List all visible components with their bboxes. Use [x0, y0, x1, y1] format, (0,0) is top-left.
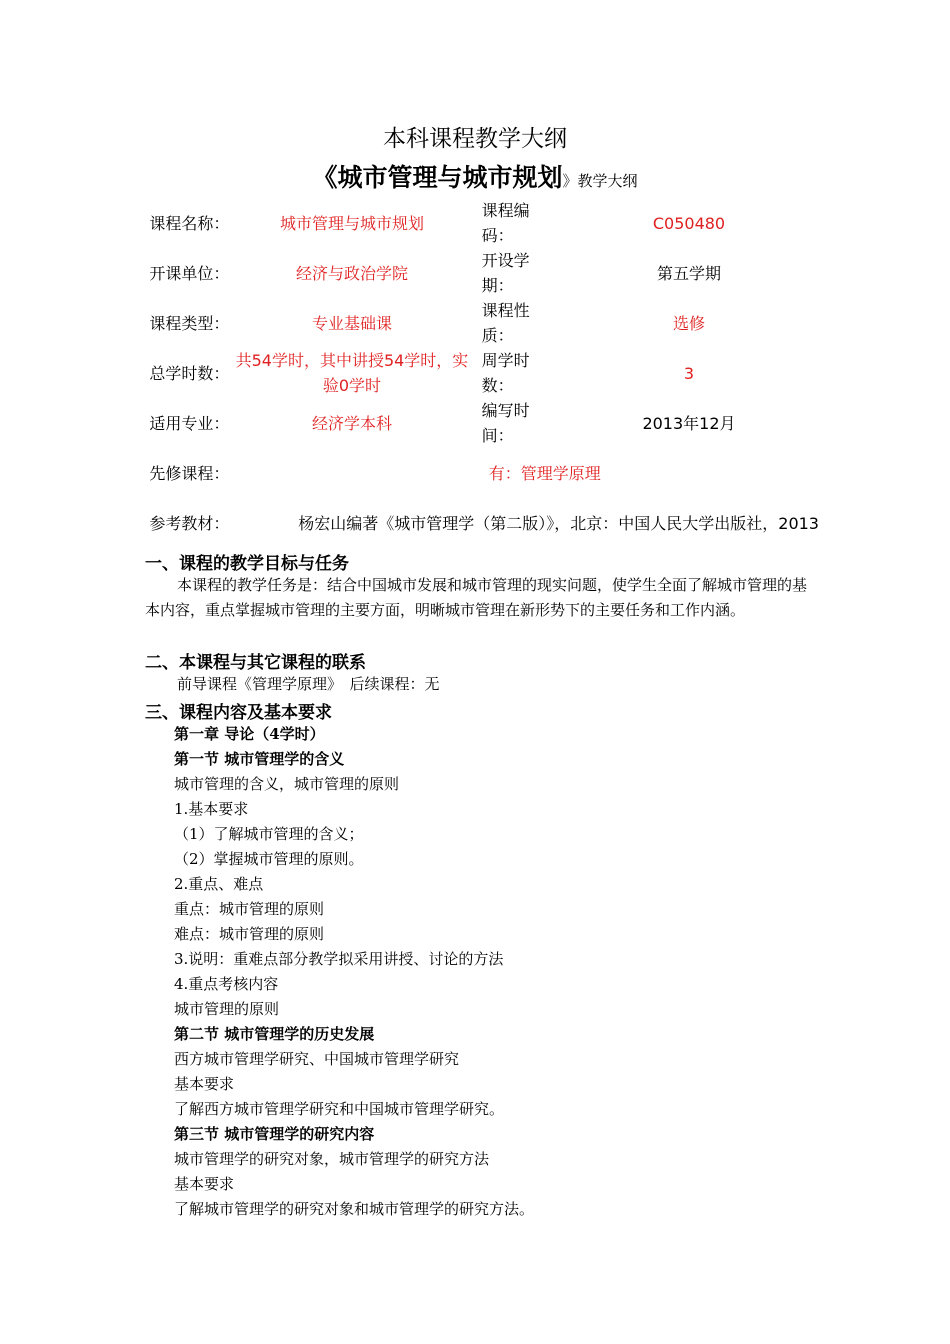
prereq-value: 有：管理学原理 — [488, 463, 601, 483]
content-line: 1.基本要求 — [174, 800, 249, 818]
content-line: 城市管理的含义，城市管理的原则 — [174, 775, 400, 793]
type-label: 课程类型： — [149, 313, 230, 333]
course-name-label: 课程名称： — [149, 213, 230, 233]
content-line: 难点：城市管理的原则 — [174, 925, 325, 943]
content-line: 3.说明：重难点部分教学拟采用讲授、讨论的方法 — [174, 950, 504, 968]
section-1-text: 本课程的教学任务是：结合中国城市发展和城市管理的现实问题，使学生全面了解城市管理的基本内容，重点掌握城市管理的主要方面，明晰城市管理在新形势下的主要任务和工作内涵。 — [145, 576, 808, 619]
dept-label: 开课单位： — [149, 263, 230, 283]
type-value: 专业基础课 — [311, 313, 392, 333]
content-line: 2.重点、难点 — [174, 875, 264, 893]
table-row — [145, 298, 825, 348]
course-name-value: 城市管理与城市规划 — [279, 213, 424, 233]
content-line: （2）掌握城市管理的原则。 — [174, 850, 364, 868]
section-2-text: 前导课程《管理学原理》 后续课程：无 — [177, 675, 440, 693]
content-line: 城市管理的原则 — [174, 1000, 280, 1018]
chapter-heading: 第三节 城市管理学的研究内容 — [174, 1125, 375, 1143]
course-info-table — [145, 198, 825, 548]
chapter-heading: 第一章 导论（4学时） — [174, 725, 325, 743]
doc-subtitle — [0, 158, 950, 194]
content-line: 城市管理学的研究对象，城市管理学的研究方法 — [174, 1150, 490, 1168]
hours-value: 共54学时，其中讲授54学时，实验0学时 — [235, 351, 469, 395]
section-1-heading: 一、课程的教学目标与任务 — [145, 554, 349, 574]
content-line: 基本要求 — [174, 1175, 235, 1193]
term-label: 开设学期： — [481, 251, 530, 295]
textbook-value: 杨宏山编著《城市管理学（第二版）》，北京：中国人民大学出版社，2013 — [298, 513, 819, 533]
content-line: 4.重点考核内容 — [174, 975, 279, 993]
prereq-label: 先修课程： — [149, 463, 230, 483]
major-label: 适用专业： — [149, 413, 230, 433]
nature-value: 选修 — [672, 313, 705, 333]
hours-label: 总学时数： — [149, 363, 230, 383]
major-value: 经济学本科 — [311, 413, 392, 433]
table-row — [145, 248, 825, 298]
chapter-heading: 第一节 城市管理学的含义 — [174, 750, 345, 768]
content-line: 基本要求 — [174, 1075, 235, 1093]
content-line: （1）了解城市管理的含义； — [174, 825, 364, 843]
content-line: 了解城市管理学的研究对象和城市管理学的研究方法。 — [174, 1200, 535, 1218]
subtitle-course-name: 《城市管理与城市规划 — [312, 163, 563, 192]
section-3-heading: 三、课程内容及基本要求 — [145, 703, 332, 723]
table-row — [145, 448, 825, 498]
written-value: 2013年12月 — [642, 413, 736, 433]
term-value: 第五学期 — [656, 263, 721, 283]
subtitle-suffix: 》教学大纲 — [562, 172, 638, 190]
table-row — [145, 348, 825, 398]
weekly-value: 3 — [683, 363, 695, 383]
table-row — [145, 398, 825, 448]
dept-value: 经济与政治学院 — [295, 263, 408, 283]
content-line: 了解西方城市管理学研究和中国城市管理学研究。 — [174, 1100, 505, 1118]
textbook-label: 参考教材： — [149, 513, 230, 533]
table-row — [145, 198, 825, 248]
content-line: 西方城市管理学研究、中国城市管理学研究 — [174, 1050, 460, 1068]
written-label: 编写时间： — [481, 401, 530, 445]
course-code-label: 课程编码： — [481, 201, 530, 245]
content-line: 重点：城市管理的原则 — [174, 900, 325, 918]
doc-title: 本科课程教学大纲 — [383, 126, 567, 152]
nature-label: 课程性质： — [481, 301, 530, 345]
table-row — [145, 498, 825, 548]
chapter-heading: 第二节 城市管理学的历史发展 — [174, 1025, 375, 1043]
section-2-heading: 二、本课程与其它课程的联系 — [145, 653, 366, 673]
weekly-label: 周学时数： — [481, 351, 530, 395]
course-code-value: C050480 — [652, 213, 726, 233]
